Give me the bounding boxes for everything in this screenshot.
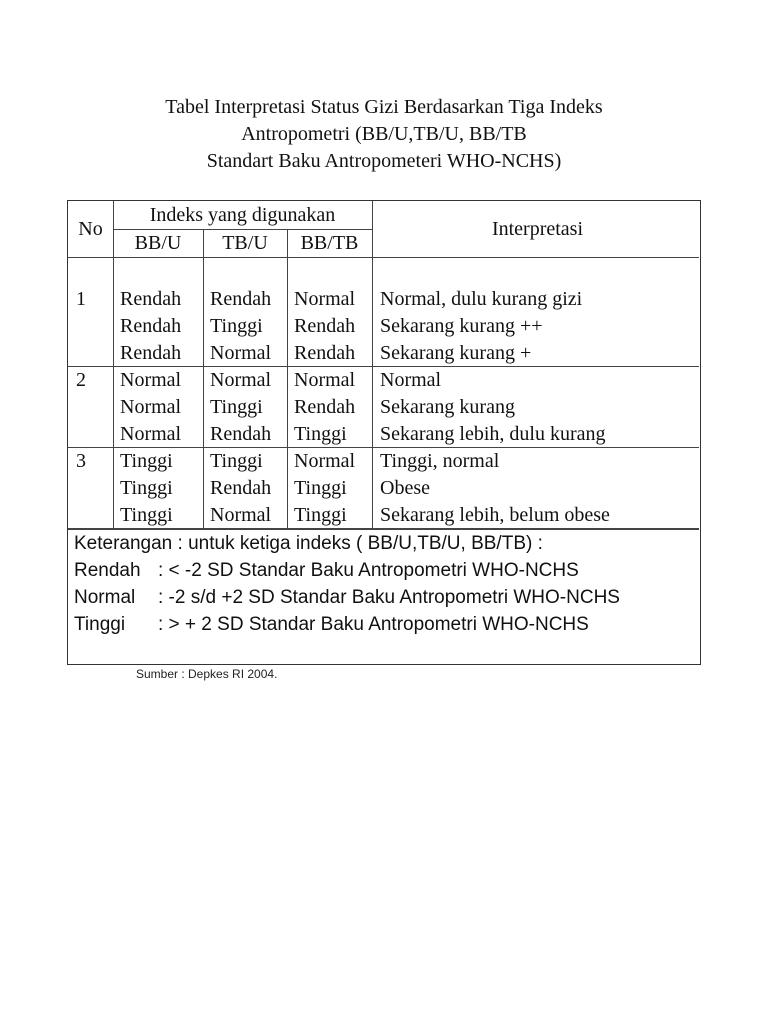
cell-tbu: Rendah [210,423,272,445]
table-row-group [210,286,271,367]
table-row-group [380,448,610,529]
keterangan-text: : -2 s/d +2 SD Standar Baku Antropometri WHO-NCHS [158,587,620,608]
cell-bbtb: Rendah [294,396,356,418]
title-line-1: Tabel Interpretasi Status Gizi Berdasarkan Tiga Indeks [165,96,603,118]
cell-bbtb: Tinggi [294,504,347,526]
col-divider [203,230,204,529]
cell-bbu: Tinggi [120,477,173,499]
header-indeks: Indeks yang digunakan [149,204,336,226]
header-no: No [78,218,103,240]
keterangan-item [74,611,620,638]
row-number: 2 [76,369,86,391]
cell-bbtb: Normal [294,369,356,391]
header-interpretasi: Interpretasi [491,218,584,240]
source-note: Sumber : Depkes RI 2004. [136,667,278,681]
keterangan-text: : < -2 SD Standar Baku Antropometri WHO-NCHS [158,560,579,581]
col-divider [287,230,288,529]
cell-bbu: Tinggi [120,504,173,526]
row-number: 1 [76,288,86,310]
cell-bbu: Normal [120,423,182,445]
cell-bbtb: Rendah [294,315,356,337]
cell-interpretasi: Sekarang kurang [380,396,515,418]
keterangan-heading: Keterangan : untuk ketiga indeks ( BB/U,TB/U, BB/TB) : [74,533,543,554]
keterangan-item [74,557,620,584]
cell-bbu: Rendah [120,288,182,310]
keterangan-label: Normal [74,587,136,608]
table-row-group [294,286,355,367]
cell-bbu: Rendah [120,342,182,364]
header-tbu: TB/U [222,232,268,254]
table-row-group [380,286,582,367]
cell-tbu: Tinggi [210,396,263,418]
table-row-group [120,448,173,529]
cell-interpretasi: Sekarang kurang + [380,342,532,364]
table-row-group [210,448,271,529]
cell-bbtb: Normal [294,450,356,472]
document-title [0,94,768,175]
cell-tbu: Tinggi [210,450,263,472]
cell-tbu: Rendah [210,477,272,499]
cell-interpretasi: Normal, dulu kurang gizi [380,288,583,310]
table-row-group [380,367,606,448]
table-row-group [120,367,181,448]
keterangan-text: : > + 2 SD Standar Baku Antropometri WHO-NCHS [158,614,589,635]
cell-bbu: Tinggi [120,450,173,472]
cell-interpretasi: Sekarang lebih, dulu kurang [380,423,606,445]
cell-bbtb: Tinggi [294,477,347,499]
cell-interpretasi: Sekarang kurang ++ [380,315,543,337]
row-divider [68,257,699,258]
cell-tbu: Rendah [210,288,272,310]
cell-bbu: Normal [120,369,182,391]
title-line-3: Standart Baku Antropometeri WHO-NCHS) [206,150,562,172]
cell-bbtb: Tinggi [294,423,347,445]
keterangan-label: Tinggi [74,614,126,635]
cell-bbtb: Normal [294,288,356,310]
title-line-2: Antropometri (BB/U,TB/U, BB/TB [241,123,527,145]
table-row-group [120,286,181,367]
cell-interpretasi: Tinggi, normal [380,450,500,472]
cell-bbu: Rendah [120,315,182,337]
keterangan-item [74,584,620,611]
cell-interpretasi: Sekarang lebih, belum obese [380,504,610,526]
cell-tbu: Normal [210,504,272,526]
keterangan-notes [74,530,620,638]
cell-interpretasi: Obese [380,477,430,499]
cell-bbu: Normal [120,396,182,418]
col-divider [372,201,373,529]
cell-tbu: Normal [210,369,272,391]
cell-bbtb: Rendah [294,342,356,364]
table-row-group [210,367,271,448]
cell-interpretasi: Normal [380,369,442,391]
cell-tbu: Tinggi [210,315,263,337]
header-bbtb: BB/TB [300,232,359,254]
header-bbu: BB/U [134,232,182,254]
cell-tbu: Normal [210,342,272,364]
table-row-group [294,367,355,448]
keterangan-label: Rendah [74,560,141,581]
row-number: 3 [76,450,86,472]
table-row-group [294,448,355,529]
